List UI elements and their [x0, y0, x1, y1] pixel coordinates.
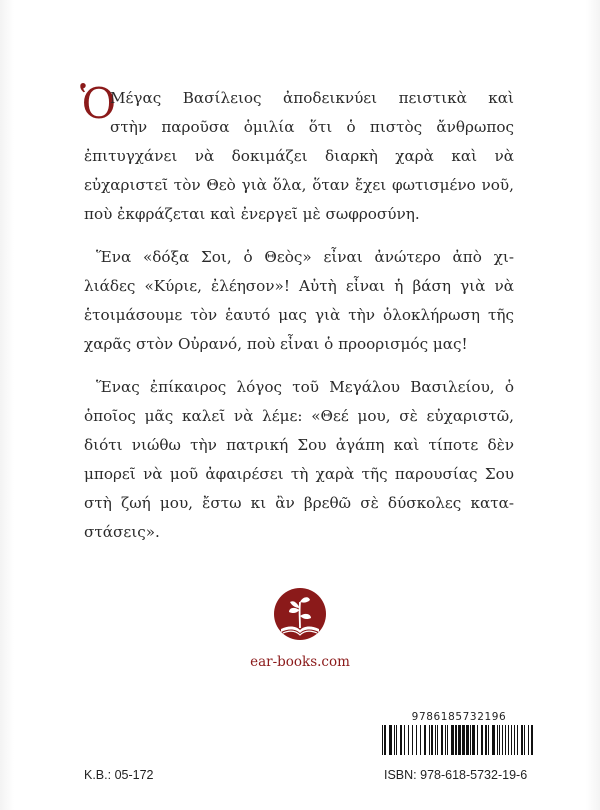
barcode-bar	[435, 725, 436, 755]
barcode-bar	[511, 725, 512, 755]
barcode-bar	[431, 725, 433, 755]
text-line: Ἕνας ἐπίκαιρος λόγος τοῦ Μεγάλου Βασιλείου, ὁ	[96, 378, 514, 396]
barcode-icon	[380, 725, 538, 755]
barcode-bar	[521, 725, 523, 755]
barcode-bar	[470, 725, 471, 755]
barcode-bar	[408, 725, 409, 755]
publisher-website[interactable]: ear-books.com	[250, 654, 350, 670]
barcode-bar	[384, 725, 386, 755]
text-line: Ἕνα «δόξα Σοι, ὁ Θεὸς» εἶναι ἀνώτερο ἀπὸ χι-	[96, 248, 514, 266]
barcode-bar	[477, 725, 478, 755]
barcode-bar	[429, 725, 430, 755]
paragraph-3	[84, 373, 514, 547]
barcode-bar	[508, 725, 509, 755]
barcode-block	[380, 711, 538, 755]
barcode-bar	[404, 725, 405, 755]
barcode-bar	[447, 725, 448, 755]
barcode-bar	[382, 725, 383, 755]
text-line: χαρᾶς στὸν Οὐρανό, ποὺ εἶναι ὁ προορισμός μας!	[84, 335, 468, 353]
text-line: εὐχαριστεῖ τὸν Θεὸ γιὰ ὅλα, ὅταν ἔχει φωτισμένο νοῦ,	[84, 176, 514, 194]
barcode-bar	[499, 725, 500, 755]
barcode-bar	[400, 725, 402, 755]
text-line: μπορεῖ νὰ μοῦ ἀφαιρέσει τὴ χαρὰ τῆς παρουσίας Σου	[84, 465, 514, 483]
barcode-bar	[492, 725, 495, 755]
barcode-bar	[420, 725, 421, 755]
text-line: ἑτοιμάσουμε τὸν ἑαυτό μας γιὰ τὴν ὁλοκλήρωση τῆς	[84, 306, 514, 324]
text-line: ὁποῖος μᾶς καλεῖ νὰ λέμε: «Θεέ μου, σὲ εὐχαριστῶ,	[84, 407, 514, 425]
barcode-bar	[485, 725, 487, 755]
text-line: λιάδες «Κύριε, ἐλέησον»! Αὐτὴ εἶναι ἡ βάση γιὰ νὰ	[84, 277, 514, 295]
barcode-bar	[394, 725, 395, 755]
barcode-bar	[466, 725, 469, 755]
text-line: διότι νιώθω τὴν πατρική Σου ἀγάπη καὶ τίποτε δὲν	[84, 436, 514, 454]
open-book-plant-logo-icon	[269, 588, 331, 644]
drop-cap: Ὁ	[80, 79, 117, 128]
barcode-bar	[481, 725, 483, 755]
kb-code: K.B.: 05-172	[84, 768, 154, 782]
isbn-text: ISBN: 978-618-5732-19-6	[384, 768, 528, 782]
text-line: στάσεις».	[84, 523, 160, 541]
text-line: Μέγας Βασίλειος ἀποδεικνύει πειστικὰ καὶ	[110, 89, 514, 107]
text-line: στὴν παροῦσα ὁμιλία ὅτι ὁ πιστὸς ἄνθρωπος	[110, 118, 514, 136]
paragraph-1	[84, 84, 514, 229]
text-line: ποὺ ἐκφράζεται καὶ ἐνεργεῖ μὲ σωφροσύνη.	[84, 205, 420, 223]
paragraph-2	[84, 243, 514, 359]
barcode-bar	[412, 725, 413, 755]
text-line: στὴ ζωή μου, ἔστω κι ἂν βρεθῶ σὲ δύσκολες κατα-	[84, 494, 514, 512]
barcode-bar	[497, 725, 498, 755]
barcode-bar	[445, 725, 446, 755]
barcode-bar	[517, 725, 518, 755]
barcode-bar	[505, 725, 506, 755]
barcode-bar	[462, 725, 465, 755]
barcode-bar	[528, 725, 529, 755]
text-line: ἐπιτυγχάνει νὰ δοκιμάζει διαρκὴ χαρὰ καὶ νὰ	[84, 147, 514, 165]
barcode-bar	[455, 725, 457, 755]
barcode-bar	[389, 725, 392, 755]
barcode-bar	[458, 725, 461, 755]
barcode-bar	[416, 725, 417, 755]
barcode-bar	[472, 725, 475, 755]
barcode-bar	[396, 725, 397, 755]
barcode-bar	[488, 725, 489, 755]
barcode-bar	[514, 725, 515, 755]
barcode-bar	[437, 725, 438, 755]
barcode-bar	[502, 725, 503, 755]
barcode-bar	[451, 725, 454, 755]
barcode-bar	[531, 725, 533, 755]
barcode-number: 9786185732196	[411, 711, 507, 723]
barcode-bar	[441, 725, 443, 755]
blurb-text	[84, 84, 514, 561]
barcode-bar	[424, 725, 426, 755]
barcode-bar	[524, 725, 525, 755]
